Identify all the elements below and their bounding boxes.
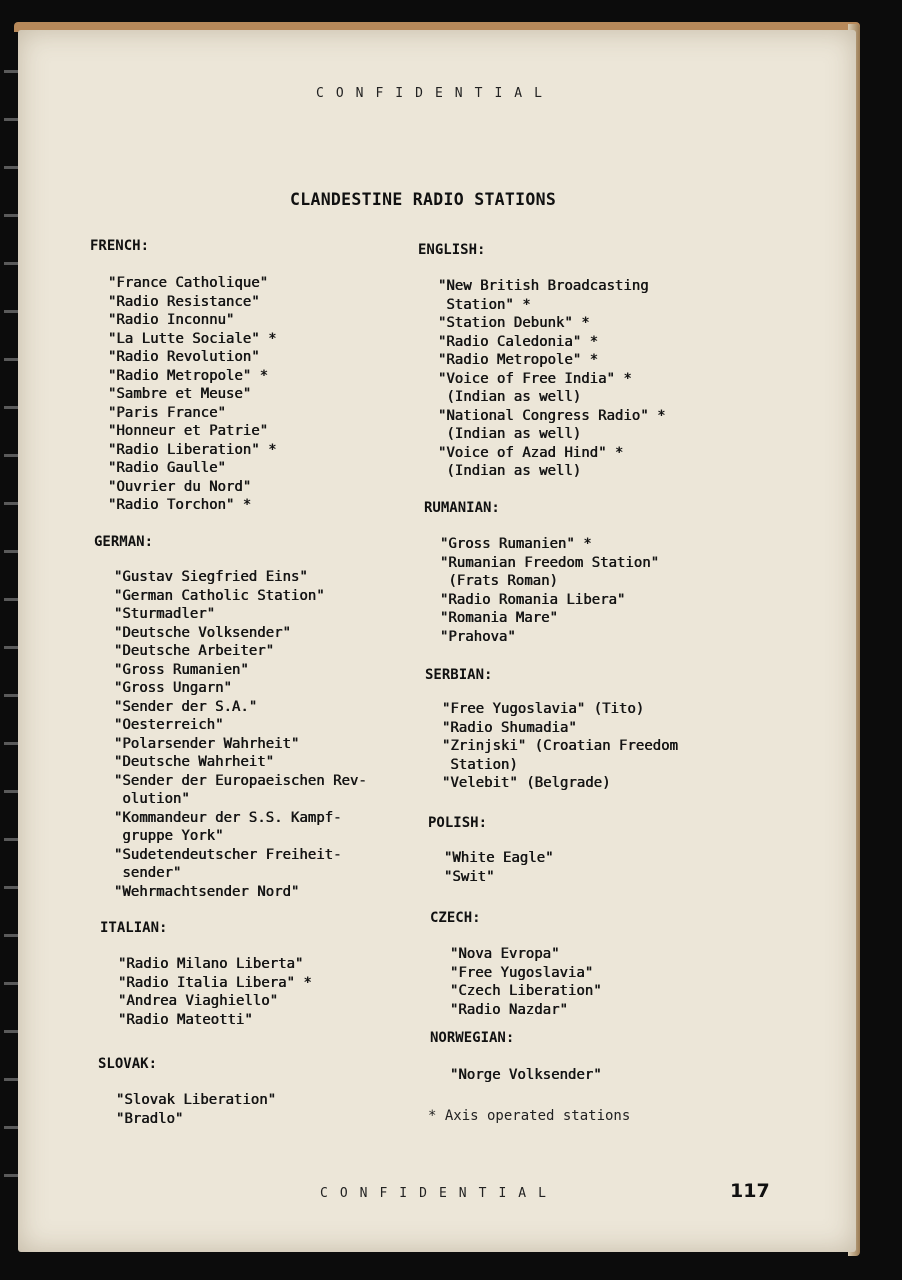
station-list-item: sender" xyxy=(114,865,182,881)
station-list-item: "Radio Milano Liberta" xyxy=(118,956,304,972)
section-heading-czech: CZECH: xyxy=(430,910,481,926)
station-list-item: "German Catholic Station" xyxy=(114,587,325,604)
station-list-item: "Norge Volksender" xyxy=(450,1067,602,1083)
section-heading-french: FRENCH: xyxy=(90,238,150,254)
station-list-item: "Radio Inconnu" xyxy=(108,312,235,328)
station-list-item: olution" xyxy=(114,791,190,807)
station-list-item: "Prahova" xyxy=(440,628,516,645)
station-list-item: "La Lutte Sociale" * xyxy=(108,330,277,347)
station-list-item: "Voice of Free India" * xyxy=(438,370,632,387)
station-list-item: "Radio Gaulle" xyxy=(108,460,227,476)
section-heading-slovak: SLOVAK: xyxy=(98,1056,158,1072)
station-list-item: "Gross Rumanien" xyxy=(114,661,249,678)
station-list-item: "Deutsche Arbeiter" xyxy=(114,643,275,659)
station-list-item: (Indian as well) xyxy=(438,389,582,405)
station-list-item: "Radio Shumadia" xyxy=(442,719,577,736)
station-list-item: "Zrinjski" (Croatian Freedom xyxy=(442,738,679,754)
station-list-item: "Czech Liberation" xyxy=(450,983,602,999)
station-list-item: "Sambre et Meuse" xyxy=(108,386,252,402)
footnote: * Axis operated stations xyxy=(428,1108,631,1124)
station-list-item: "Oesterreich" xyxy=(114,717,224,733)
station-list-item: "Radio Italia Libera" * xyxy=(118,974,312,991)
station-list-item: "Polarsender Wahrheit" xyxy=(114,735,300,752)
station-list-item: "Deutsche Volksender" xyxy=(114,624,292,641)
station-list-item: "Gross Rumanien" * xyxy=(440,536,592,552)
station-list-item: "Radio Caledonia" * xyxy=(438,333,599,350)
station-list-item: "Paris France" xyxy=(108,404,227,421)
list-french xyxy=(108,274,277,515)
station-list-item: "Kommandeur der S.S. Kampf- xyxy=(114,809,342,826)
station-list-item: "Wehrmachtsender Nord" xyxy=(114,883,300,900)
station-list-item: "Ouvrier du Nord" xyxy=(108,478,252,495)
station-list-item: "Free Yugoslavia" (Tito) xyxy=(442,701,645,717)
station-list-item: (Frats Roman) xyxy=(440,573,559,589)
station-list-item: "Sudetendeutscher Freiheit- xyxy=(114,846,342,863)
station-list-item: "Sender der Europaeischen Rev- xyxy=(114,772,367,789)
list-rumanian xyxy=(440,535,659,646)
station-list-item: "Nova Evropa" xyxy=(450,946,560,962)
section-heading-polish: POLISH: xyxy=(428,815,488,831)
station-list-item: "Sturmadler" xyxy=(114,606,216,622)
station-list-item: Station" * xyxy=(438,296,531,313)
station-list-item: "Romania Mare" xyxy=(440,610,559,626)
station-list-item: "Andrea Viaghiello" xyxy=(118,993,279,1009)
station-list-item: "Radio Resistance" xyxy=(108,293,260,310)
section-heading-norwegian: NORWEGIAN: xyxy=(430,1030,515,1046)
station-list-item: (Indian as well) xyxy=(438,426,582,442)
section-heading-serbian: SERBIAN: xyxy=(425,667,493,683)
station-list-item: Station) xyxy=(442,756,518,773)
station-list-item: "Radio Metropole" * xyxy=(438,352,599,368)
station-list-item: "Deutsche Wahrheit" xyxy=(114,754,275,770)
station-list-item: "Radio Torchon" * xyxy=(108,497,252,513)
station-list-item: "Velebit" (Belgrade) xyxy=(442,775,611,791)
list-slovak xyxy=(116,1091,276,1128)
section-heading-rumanian: RUMANIAN: xyxy=(424,500,500,516)
station-list-item: "Honneur et Patrie" xyxy=(108,423,269,439)
station-list-item: (Indian as well) xyxy=(438,463,582,479)
list-german xyxy=(114,568,367,901)
list-serbian xyxy=(442,700,678,793)
confidential-header: CONFIDENTIAL xyxy=(316,86,554,101)
station-list-item: gruppe York" xyxy=(114,828,224,844)
station-list-item: "Gross Ungarn" xyxy=(114,680,233,696)
station-list-item: "Voice of Azad Hind" * xyxy=(438,444,624,461)
page-title: CLANDESTINE RADIO STATIONS xyxy=(290,190,557,209)
station-list-item: "Station Debunk" * xyxy=(438,315,590,331)
station-list-item: "Bradlo" xyxy=(116,1110,184,1127)
station-list-item: "Radio Romania Libera" xyxy=(440,591,626,608)
station-list-item: "Radio Revolution" xyxy=(108,349,260,365)
station-list-item: "Rumanian Freedom Station" xyxy=(440,554,660,571)
station-list-item: "New British Broadcasting xyxy=(438,278,649,294)
station-list-item: "Sender der S.A." xyxy=(114,698,258,715)
confidential-footer: CONFIDENTIAL xyxy=(320,1186,558,1201)
station-list-item: "France Catholique" xyxy=(108,275,269,291)
list-polish xyxy=(444,849,554,886)
list-norwegian xyxy=(450,1066,602,1085)
station-list-item: "Radio Liberation" * xyxy=(108,441,277,458)
section-heading-english: ENGLISH: xyxy=(418,242,486,258)
station-list-item: "White Eagle" xyxy=(444,850,554,866)
page-number: 117 xyxy=(730,1180,770,1202)
section-heading-german: GERMAN: xyxy=(94,534,154,550)
station-list-item: "Slovak Liberation" xyxy=(116,1092,277,1108)
station-list-item: "Radio Mateotti" xyxy=(118,1011,253,1028)
station-list-item: "Radio Metropole" * xyxy=(108,367,269,384)
section-heading-italian: ITALIAN: xyxy=(100,920,168,936)
station-list-item: "Swit" xyxy=(444,868,495,885)
list-english xyxy=(438,277,666,481)
list-italian xyxy=(118,955,312,1029)
station-list-item: "Free Yugoslavia" xyxy=(450,964,594,981)
station-list-item: "National Congress Radio" * xyxy=(438,407,666,424)
list-czech xyxy=(450,945,602,1019)
station-list-item: "Gustav Siegfried Eins" xyxy=(114,569,308,585)
station-list-item: "Radio Nazdar" xyxy=(450,1001,569,1018)
